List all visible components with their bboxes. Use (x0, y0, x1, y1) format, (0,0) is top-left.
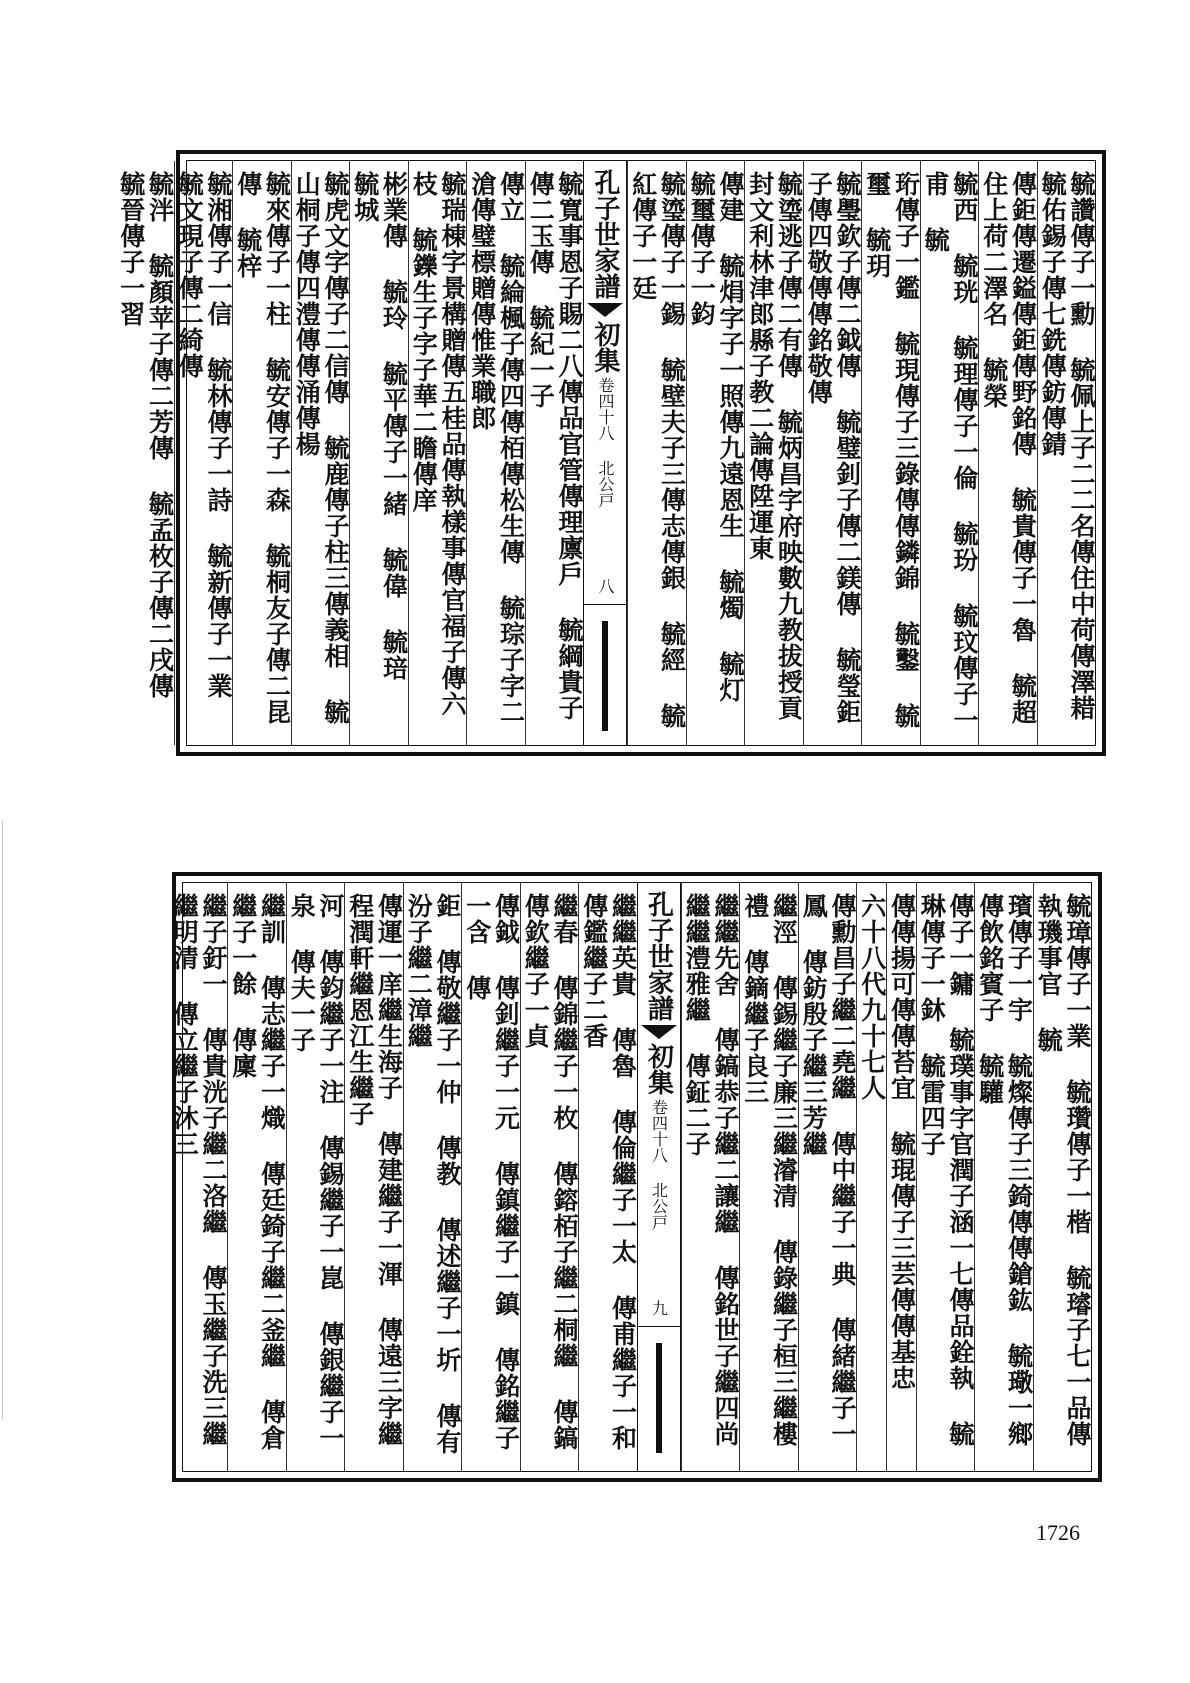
top-column-6: 毓瑬逃子傳二有傳 毓炳昌字府映數九教拔授貢封文利林津郎縣子教二論傳陞運東 (744, 161, 803, 745)
center-divider (584, 604, 626, 605)
bottom-column-12: 鉅 傳敬繼子一仲 傳教 傳述繼子一圻 傳有汾子繼二漳繼 (403, 883, 462, 1471)
fishtail-marker-icon (641, 1025, 677, 1039)
top-column-16: 毓泮 毓顏苹子傳二芳傳 毓孟枚子傳二戌傳 毓晉傳子一習 (116, 171, 175, 699)
bottom-genealogy-panel (172, 872, 1102, 1482)
page-number: 1726 (1036, 1520, 1080, 1545)
top-column-3: 毓西 毓珖 毓理傳子一倫 毓玢 毓玟傳子一甫 毓 (920, 161, 979, 745)
bottom-column-8: 繼繼先舍 傳鎬恭子繼二讓繼 傳銘世子繼四尚繼繼澧雅繼 傳鉦二子 (681, 883, 740, 1471)
bottom-column-4: 傳傳揚可傳傳苔宜 毓琨傳子三芸傳傳基忠 (886, 883, 916, 1471)
bottom-column-11: 傳鉞 傳釗繼子一元 傳鎮繼子一鎮 傳銘繼子一含 傳 (461, 883, 520, 1471)
top-column-2: 傳鉅傳遷鎰傳鉅傳野銘傳 毓貴傳子一魯 毓超住上荷二澤名 毓榮 (978, 161, 1037, 745)
top-column-5: 毓璺欽子傳二鉞傳 毓璧釗子傳二鎂傳 毓瑩鉅子傳四敬傳傳銘敬傳 (803, 161, 862, 745)
generation-heading: 六十八代九十七人 (856, 883, 886, 1471)
top-column-9: 毓寬事恩子賜二八傳品官管傳理廪戶 毓綱貴子傳二玉傳 毓紀一子 (525, 161, 584, 745)
top-column-4: 珩傳子一鑑 毓現傳子三錄傳傳鏻錦 毓鑿 毓璽 毓玥 (861, 161, 920, 745)
bottom-column-14: 河 傳鈞繼子一注 傳錫繼子一崑 傳銀繼子一泉 傳夫一子 (286, 883, 345, 1471)
top-panel-body (116, 160, 1096, 746)
bottom-column-13: 傳運一庠繼生海子 傳建繼子一渾 傳遠三字繼程潤軒繼恩江生繼子 (344, 883, 403, 1471)
top-column-12: 彬業傳 毓玲 毓平傳子一緒 毓偉 毓琣 毓城 (349, 161, 408, 745)
volume-label: 卷四十八 北公戸 (649, 1099, 669, 1230)
bottom-column-6: 傳勳昌子繼二堯繼 傳中繼子一典 傳緒繼子一鳳 傳鈁殷子繼三芳繼 (798, 883, 857, 1471)
top-genealogy-panel (116, 150, 1106, 756)
bottom-column-10: 繼春 傳錦繼子一枚 傳鎔栢子繼二桐繼 傳鎬 傳欽繼子一貞 (520, 883, 579, 1471)
top-column-10: 傳立 毓綸楓子傳四傳栢傳松生傳 毓琮子字二滄傳璧標贈傳惟業職郎 (466, 161, 525, 745)
series-title: 初集 (643, 1043, 674, 1095)
top-column-13: 毓虎文字傳子二信傳 毓鹿傳子柱三傳義相 毓山桐子傳四澧傳傳涌傳楊 (291, 161, 350, 745)
top-center-header (583, 161, 627, 745)
series-title: 初集 (590, 321, 620, 373)
top-column-15: 毓湘傳子一信 毓林傳子一詩 毓新傳子一業 毓文現子傳二綺傳 (174, 161, 233, 745)
bottom-column-2: 璸傳子一宇 毓燦傳子三錡傳傳鎗鈜 毓璥一鄉傳飲銘賓子 毓驩 (974, 883, 1033, 1471)
center-bar (656, 1343, 662, 1453)
bottom-column-1: 毓璋傳子一業 毓瓚傳子一楷 毓璿子七一品傳執璣事官 毓 (1033, 883, 1092, 1471)
bottom-column-16: 繼子釪一 傳貴洸子繼二洛繼 傳玉繼子洗三繼繼明清 傳立繼子沐三 (170, 893, 228, 1447)
top-column-8: 毓瑬傳子一錫 毓壁夫子三傳志傳銀 毓經 毓紅傳子一廷 (627, 161, 686, 745)
center-bar (602, 621, 608, 731)
top-column-11: 毓瑞棟字景構贈傳五桂品傳執樣事傳官福子傳六枝 毓鑠生子字子華二瞻傳庠 (408, 161, 467, 745)
book-title: 孔子世家譜 (590, 169, 620, 299)
bottom-column-9: 繼繼英貴 傳魯 傳倫繼子一太 傳甫繼子一和 傳鑑繼子二香 (578, 883, 637, 1471)
top-column-7: 傳建 毓焆字子一照傳九遠恩生 毓燭 毓灯 毓璽傳子一鈞 (686, 161, 745, 745)
bottom-panel-body (170, 882, 1092, 1472)
volume-label: 卷四十八 北公戸 (596, 377, 615, 508)
center-divider (638, 1326, 680, 1327)
top-column-1: 毓讚傳子一勳 毓佩上子二二名傳住中荷傳澤耤 毓佑錫子傳七銑傳鈁傳錆 (1037, 161, 1096, 745)
bottom-center-header (637, 883, 681, 1471)
top-column-14: 毓來傳子一柱 毓安傳子一森 毓桐友子傳二昆傳 毓梓 (232, 161, 291, 745)
book-title: 孔子世家譜 (643, 891, 674, 1021)
leaf-number: 九 (649, 1300, 669, 1316)
bottom-column-7: 繼涇 傳錫繼子廉三繼濬清 傳錄繼子桓三繼樓禮 傳鏑繼子良三 (739, 883, 798, 1471)
leaf-number: 八 (596, 578, 615, 594)
bottom-column-15: 繼訓 傳志繼子一熾 傳廷錡子繼二釜繼 傳倉繼子一餘 傳廩 (227, 883, 286, 1471)
scan-edge-line (2, 820, 3, 1420)
fishtail-marker-icon (587, 303, 623, 317)
bottom-column-3: 傳子一鏞 毓璞事字官潤子涵一七傳品銓執 毓琳傳子一鈢 毓雷四子 (916, 883, 975, 1471)
